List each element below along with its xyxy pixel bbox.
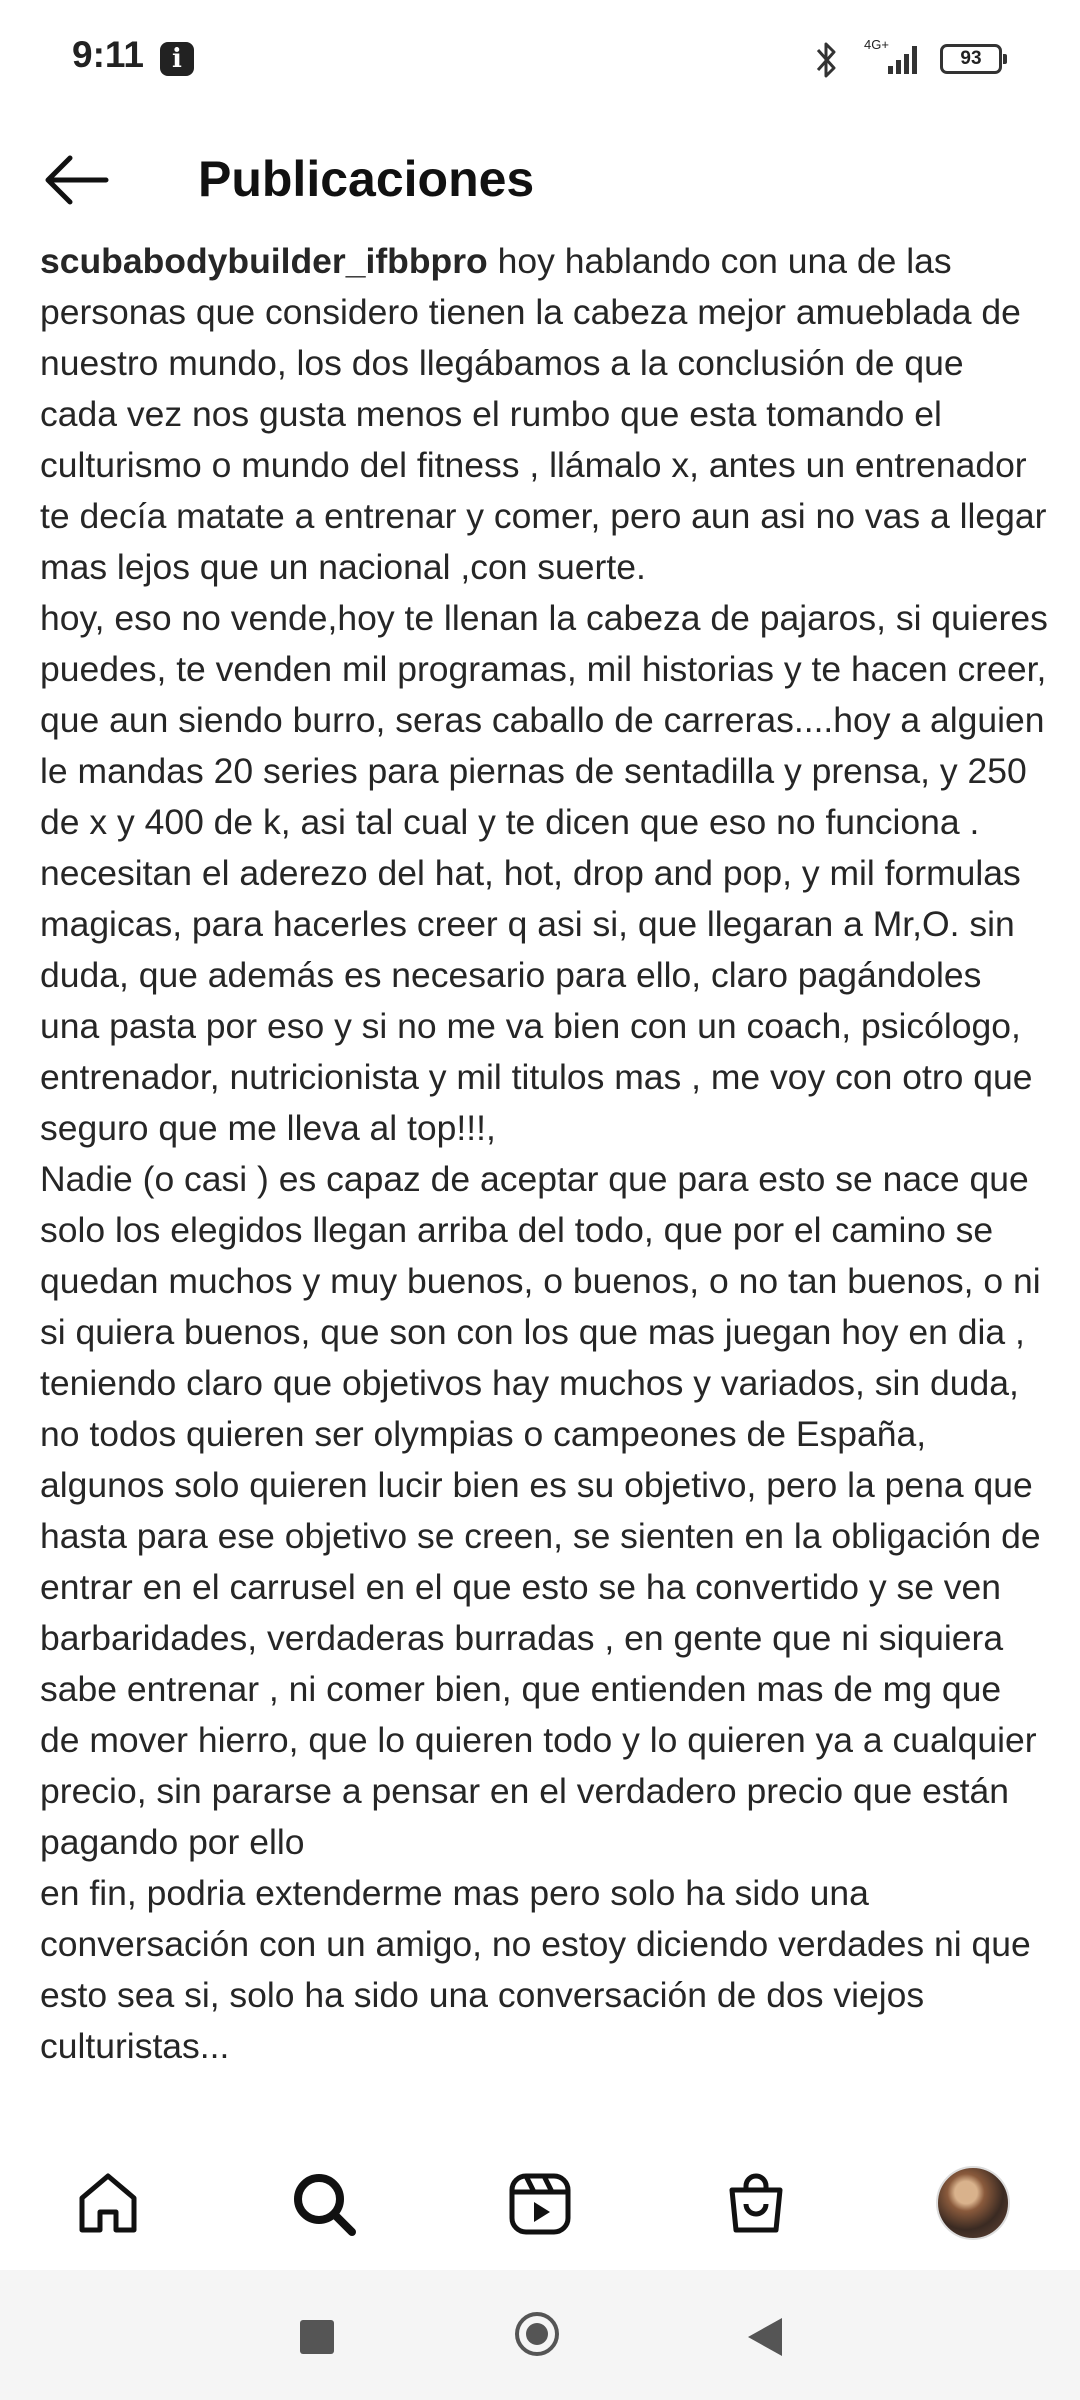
battery-level: 93 [960,48,982,69]
network-type-label: 4G+ [864,37,889,52]
home-icon [72,2168,144,2240]
back-button[interactable] [36,140,116,220]
status-bar [0,0,1080,120]
nav-home[interactable] [72,2168,144,2240]
arrow-left-icon [36,140,116,220]
bottom-navigation [0,2134,1080,2274]
nav-shop[interactable] [720,2168,792,2240]
caption-paragraph-2: hoy, eso no vende,hoy te llenan la cabeza de pajaros, si quieres puedes, te venden mil programas, mil historias y te hacen creer, que aun siendo burro, seras caballo de carreras....hoy a alguien le mandas 20 series para piernas de sentadilla y prensa, y 250 de x y 400 de k, asi tal cual y te dicen que eso no funciona . necesitan el aderezo del hat, hot, drop and pop, y mil formulas magicas, para hacerles creer q asi si, que llegaran a Mr,O. sin duda, que además es necesario para ello, claro pagándoles una pasta por eso y si no me va bien con un coach, psicólogo, entrenador, nutricionista y mil titulos mas , me voy con otro que seguro que me lleva al top!!!, [40,598,1048,1148]
home-circle-icon [515,2312,559,2356]
search-icon [288,2168,360,2240]
notification-info-icon [160,42,194,76]
caption-paragraph-3: Nadie (o casi ) es capaz de aceptar que para esto se nace que solo los elegidos llegan arriba del todo, que por el camino se quedan muchos y muy buenos, o buenos, o no tan buenos, o ni si quiera buenos, que son con los que mas juegan hoy en dia , teniendo claro que objetivos hay muchos y variados, sin duda, no todos quieren ser olympias o campeones de España, algunos solo quieren lucir bien es su objetivo, pero la pena que hasta para ese objetivo se creen, se sienten en la obligación de entrar en el carrusel en el que esto se ha convertido y se ven barbaridades, verdaderas burradas , en gente que ni siquiera sabe entrenar , ni comer bien, que entienden mas de mg que de mover hierro, que lo quieren todo y lo quieren ya a cualquier precio, sin pararse a pensar en el verdadero precio que están pagando por ello [40,1159,1041,1862]
profile-avatar[interactable] [936,2166,1010,2240]
reels-icon [504,2168,576,2240]
nav-search[interactable] [288,2168,360,2240]
caption-paragraph-4: en fin, podria extenderme mas pero solo ha sido una conversación con un amigo, no estoy diciendo verdades ni que esto sea si, solo ha sido una conversación de dos viejos culturistas... [40,1873,1031,2066]
page-header [0,120,1080,240]
battery-icon [940,44,1002,74]
caption-paragraph-1: hoy hablando con una de las personas que considero tienen la cabeza mejor amueblada de nuestro mundo, los dos llegábamos a la conclusión de que cada vez nos gusta menos el rumbo que esta tomando el culturismo o mundo del fitness , llámalo x, antes un entrenador te decía matate a entrenar y comer, pero aun asi no vas a llegar mas lejos que un nacional ,con suerte. [40,241,1047,587]
status-time: 9:11 [72,34,145,75]
back-triangle-icon [730,2302,800,2372]
bluetooth-icon [812,38,842,82]
system-back-button[interactable] [730,2302,800,2372]
caption-username[interactable]: scubabodybuilder_ifbbpro [40,241,488,281]
system-navigation-bar [0,2270,1080,2400]
signal-strength-icon [884,42,924,76]
caption-text [0,236,1050,2072]
shop-icon [720,2168,792,2240]
recents-button[interactable] [282,2302,352,2372]
recents-icon [300,2320,334,2354]
page-title: Publicaciones [198,151,535,207]
nav-reels[interactable] [504,2168,576,2240]
post-caption [0,236,1080,2134]
system-home-button[interactable] [505,2302,575,2372]
